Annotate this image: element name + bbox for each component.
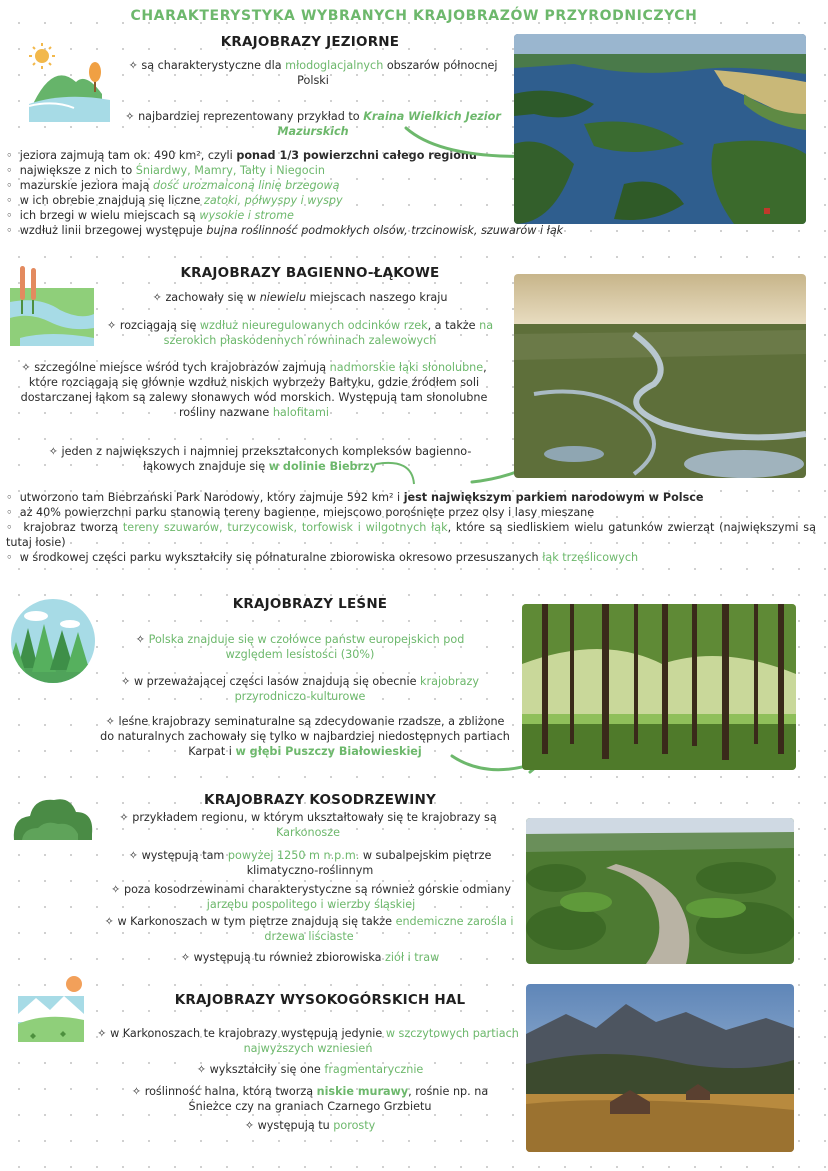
dwarf-point-2: ✧ występują tam powyżej 1250 m n.p.m. w subalpejskim piętrze klimatyczno-roślinnym [110,848,510,878]
list-item: ◦ ich brzegi w wielu miejscach są wysokie i strome [6,208,606,223]
mountain-meadow-icon [16,974,88,1044]
lake-landscape-icon [24,42,114,124]
marsh-point-1: ✧ zachowały się w niewielu miejscach naszego kraju [110,290,490,305]
list-item: ◦ największe z nich to Śniardwy, Mamry, Tałty i Niegocin [6,163,606,178]
forest-point-3: ✧ leśne krajobrazy seminaturalne są zdecydowanie rzadsze, a zbliżone do naturalnych zachowały się tylko w najbardziej niedostępnych partiach Karpat i w głębi Puszczy Białowieskiej [100,714,510,759]
list-item: ◦ w środkowej części parku wykształciły się półnaturalne zbiorowiska okresowo przesuszanych łąk trzęślicowych [6,550,816,565]
marsh-photo [514,274,806,478]
list-item: ◦ krajobraz tworzą tereny szuwarów, turzycowisk, torfowisk i wilgotnych łąk, które są siedliskiem wielu gatunków zwierząt (największymi są tutaj łosie) [6,520,816,550]
dwarf-point-3: ✧ poza kosodrzewinami charakterystyczne są również górskie odmiany jarzębu pospolitego i wierzby śląskiej [106,882,516,912]
forest-photo [522,604,796,770]
dwarf-point-5: ✧ występują tu również zbiorowiska ziół i traw [110,950,510,965]
marsh-point-4: ✧ jeden z największych i najmniej przekształconych kompleksów bagienno-łąkowych znajduje się w dolinie Biebrzy [30,444,490,474]
alpine-point-4: ✧ występują tu porosty [110,1118,510,1133]
list-item: ◦ utworzono tam Biebrzański Park Narodowy, który zajmuje 592 km² i jest największym parkiem narodowym w Polsce [6,490,816,505]
marsh-point-2: ✧ rozciągają się wzdłuż nieuregulowanych odcinków rzek, a także na szerokich płaskodennych równinach zalewowych [100,318,500,348]
lake-photo [514,34,806,224]
forest-section-title: KRAJOBRAZY LEŚNE [232,596,388,612]
forest-point-2: ✧ w przeważającej części lasów znajdują się obecnie krajobrazy przyrodniczo-kulturowe [110,674,490,704]
list-item: ◦ aż 40% powierzchni parku stanowią tereny bagienne, miejscowo porośnięte przez olsy i lasy mieszane [6,505,816,520]
alpine-point-3: ✧ roślinność halna, którą tworzą niskie murawy, rośnie np. na Śnieżce czy na graniach Czarnego Grzbietu [110,1084,510,1114]
lake-point-2: ✧ najbardziej reprezentowany przykład to Kraina Wielkich Jezior Mazurskich [118,109,508,139]
forest-point-1: ✧ Polska znajduje się w czołówce państw europejskich pod względem lesistości (30%) [110,632,490,662]
forest-trees-icon [10,598,96,684]
marsh-section-title: KRAJOBRAZY BAGIENNO-ŁĄKOWE [180,265,440,281]
lake-section-title: KRAJOBRAZY JEZIORNE [220,34,400,50]
dwarf-section-title: KRAJOBRAZY KOSODRZEWINY [204,792,436,808]
dwarf-pine-photo [526,818,794,964]
list-item: ◦ mazurskie jeziora mają dość urozmaiconą linię brzegową [6,178,606,193]
alpine-photo [526,984,794,1152]
page-title: CHARAKTERYSTYKA WYBRANYCH KRAJOBRAZÓW PRZYRODNICZYCH [130,8,698,24]
alpine-point-2: ✧ wykształciły się one fragmentarycznie [110,1062,510,1077]
list-item: ◦ w ich obrebie znajdują się liczne zatoki, półwyspy i wyspy [6,193,606,208]
marsh-reeds-icon [10,266,94,346]
alpine-point-1: ✧ w Karkonoszach te krajobrazy występują jedynie w szczytowych partiach najwyższych wzniesień [96,1026,520,1056]
lake-point-1: ✧ są charakterystyczne dla młodoglacjalnych obszarów północnej Polski [118,58,508,88]
bush-icon [12,794,94,842]
marsh-list [6,490,816,565]
dwarf-point-4: ✧ w Karkonoszach w tym piętrze znajdują się także endemiczne zarośla i drzewa liściaste [100,914,518,944]
marsh-point-3: ✧ szczególne miejsce wśród tych krajobrazów zajmują nadmorskie łąki słonolubne, które rozciągają się głównie wzdłuż niskich wybrzeży Bałtyku, gdzie źródłem soli dostarczanej łąkom są zalewy słonawych wód morskich. Występują tam słonolubne rośliny nazwane halofitami [14,360,494,420]
list-item: ◦ wzdłuż linii brzegowej występuje bujna roślinność podmokłych olsów, trzcinowisk, szuwarów i łąk [6,223,646,238]
list-item: ◦ jeziora zajmują tam ok. 490 km², czyli ponad 1/3 powierzchni całego regionu [6,148,606,163]
alpine-section-title: KRAJOBRAZY WYSOKOGÓRSKICH HAL [174,992,466,1008]
dwarf-point-1: ✧ przykładem regionu, w którym ukształtowały się te krajobrazy są Karkonosze [96,810,520,840]
